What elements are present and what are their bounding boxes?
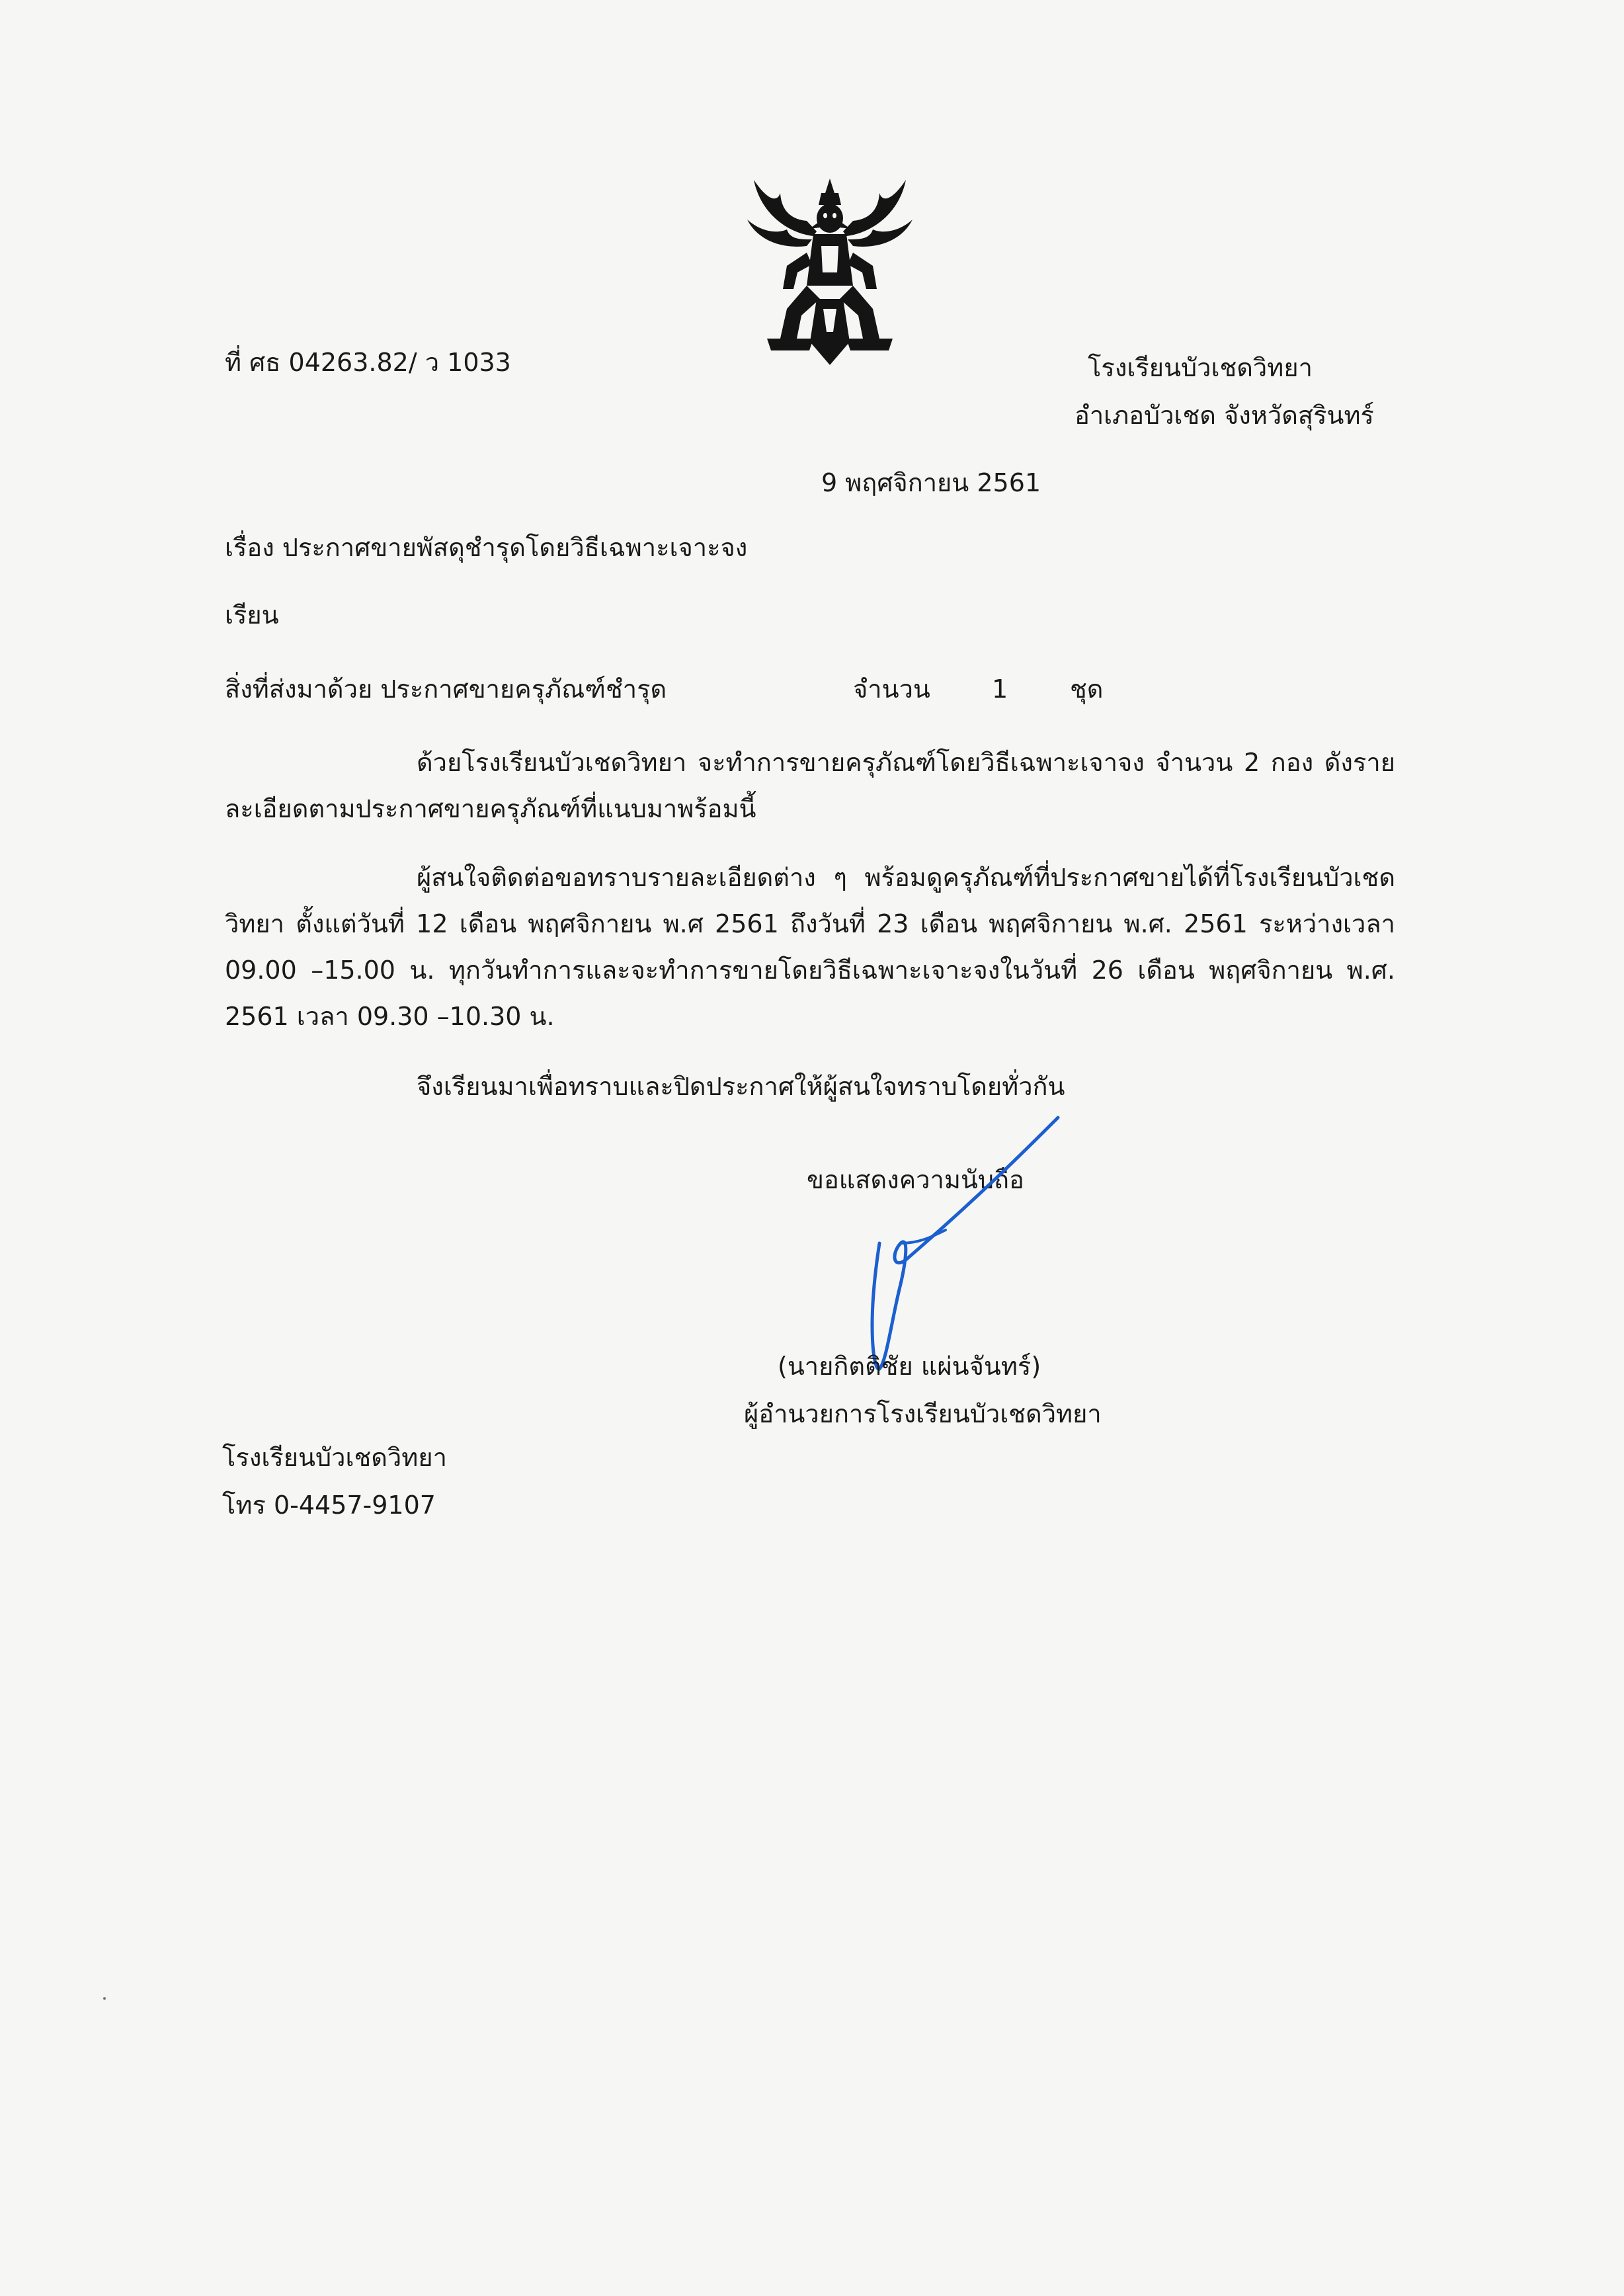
signatory-name: (นายกิตติชัย แผ่นจันทร์) <box>778 1352 1041 1381</box>
enclosure-unit: ชุด <box>1070 675 1104 704</box>
enclosure-label: สิ่งที่ส่งมาด้วย ประกาศขายครุภัณฑ์ชำรุด <box>225 675 667 704</box>
paper-speck <box>103 1997 106 2000</box>
salutation: เรียน <box>225 600 279 630</box>
sender-address: อำเภอบัวเชด จังหวัดสุรินทร์ <box>1075 401 1374 430</box>
closing: ขอแสดงความนับถือ <box>807 1165 1024 1194</box>
sender-school: โรงเรียนบัวเชดวิทยา <box>1088 353 1313 382</box>
subject-line: เรื่อง ประกาศขายพัสดุชำรุดโดยวิธีเฉพาะเจาะจง <box>225 533 748 562</box>
garuda-emblem-icon <box>741 173 919 372</box>
reference-number: ที่ ศธ 04263.82/ ว 1033 <box>225 348 511 377</box>
body-paragraph-1: ด้วยโรงเรียนบัวเชดวิทยา จะทำการขายครุภัณฑ์โดยวิธีเฉพาะเจาจง จำนวน 2 กอง ดังรายละเอียดตามประกาศขายครุภัณฑ์ที่แนบมาพร้อมนี้ <box>225 748 1395 823</box>
signature-icon <box>860 1111 1071 1375</box>
body-paragraph-2: ผู้สนใจติดต่อขอทราบรายละเอียดต่าง ๆ พร้อมดูครุภัณฑ์ที่ประกาศขายได้ที่โรงเรียนบัวเชดวิทยา ตั้งแต่วันที่ 12 เดือน พฤศจิกายน พ.ศ 2561 ถึงวันที่ 23 เดือน พฤศจิกายน พ.ศ. 2561 ระหว่างเวลา 09.00 –15.00 น. ทุกวันทำการและจะทำการขายโดยวิธีเฉพาะเจาะจงในวันที่ 26 เดือน พฤศจิกายน พ.ศ. 2561 เวลา 09.30 –10.30 น. <box>225 863 1395 1031</box>
enclosure-qty-label: จำนวน <box>853 675 930 704</box>
letter-date: 9 พฤศจิกายน 2561 <box>821 468 1041 497</box>
footer-phone: โทร 0-4457-9107 <box>222 1491 436 1520</box>
signatory-title: ผู้อำนวยการโรงเรียนบัวเชดวิทยา <box>744 1399 1102 1428</box>
body-paragraph-3: จึงเรียนมาเพื่อทราบและปิดประกาศให้ผู้สนใจทราบโดยทั่วกัน <box>417 1072 1065 1101</box>
footer-school: โรงเรียนบัวเชดวิทยา <box>222 1443 447 1472</box>
enclosure-qty: 1 <box>992 675 1008 704</box>
